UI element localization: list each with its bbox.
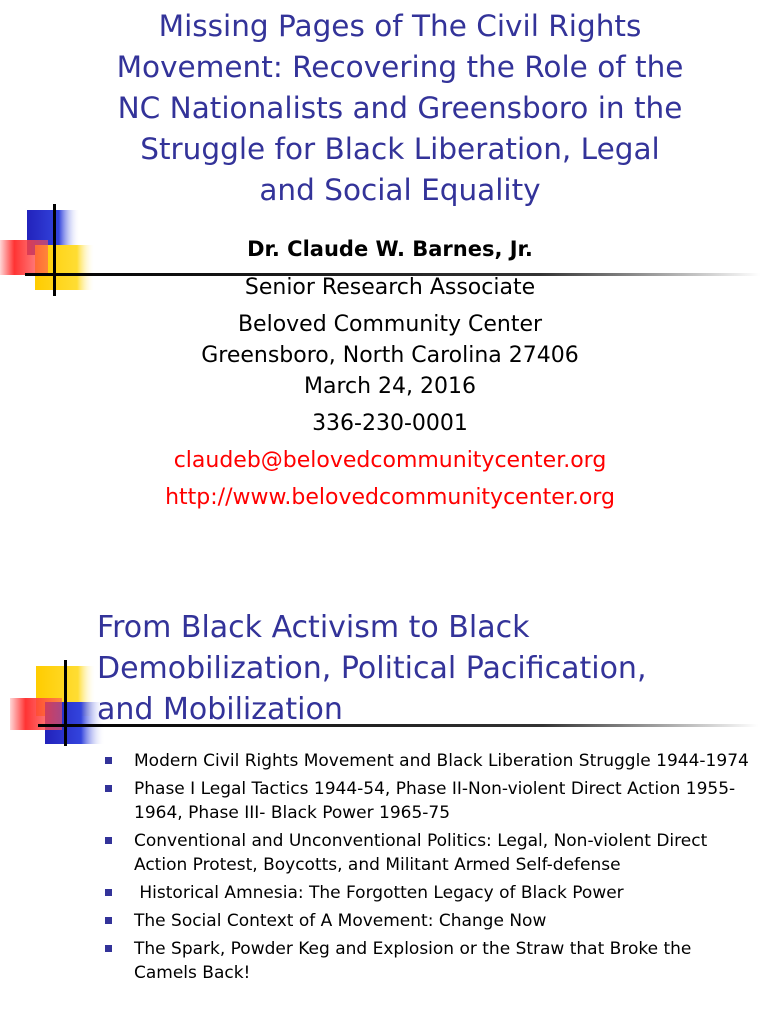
list-item: Conventional and Unconventional Politics: Legal, Non-violent Direct Action Protest, Boycotts, and Militant Armed Self-defense bbox=[105, 829, 755, 877]
square-bullet-icon bbox=[105, 837, 112, 844]
author-name: Dr. Claude W. Barnes, Jr. bbox=[247, 237, 533, 261]
title-line: From Black Activism to Black bbox=[97, 610, 530, 645]
author-position: Senior Research Associate bbox=[244, 275, 536, 300]
title-line: NC Nationalists and Greensboro in the bbox=[117, 91, 683, 125]
title-line: Missing Pages of The Civil Rights bbox=[158, 9, 642, 43]
square-bullet-icon bbox=[105, 945, 112, 952]
website-link[interactable]: http://www.belovedcommunitycenter.org bbox=[165, 485, 615, 510]
content-slide bbox=[0, 560, 768, 1024]
title-line: and Mobilization bbox=[97, 692, 343, 727]
slide-title bbox=[97, 607, 757, 730]
list-item: The Spark, Powder Keg and Explosion or the Straw that Broke the Camels Back! bbox=[105, 937, 755, 985]
title-line: Struggle for Black Liberation, Legal bbox=[140, 132, 660, 166]
title-line: and Social Equality bbox=[259, 173, 541, 207]
title-line: Movement: Recovering the Role of the bbox=[116, 50, 684, 84]
square-bullet-icon bbox=[105, 889, 112, 896]
title-line: Demobilization, Political Pacification, bbox=[97, 651, 647, 686]
list-item: Modern Civil Rights Movement and Black Liberation Struggle 1944-1974 bbox=[105, 749, 755, 773]
organization-name: Beloved Community Center bbox=[237, 312, 543, 337]
location: Greensboro, North Carolina 27406 bbox=[201, 343, 579, 368]
square-bullet-icon bbox=[105, 757, 112, 764]
phone-number: 336-230-0001 bbox=[312, 411, 468, 436]
square-bullet-icon bbox=[105, 785, 112, 792]
email-link[interactable]: claudeb@belovedcommunitycenter.org bbox=[173, 448, 607, 473]
list-item: The Social Context of A Movement: Change Now bbox=[105, 909, 755, 933]
list-item: Historical Amnesia: The Forgotten Legacy of Black Power bbox=[105, 881, 755, 905]
date: March 24, 2016 bbox=[303, 374, 477, 399]
slide-title bbox=[30, 6, 768, 211]
bullet-list bbox=[105, 749, 755, 989]
square-bullet-icon bbox=[105, 917, 112, 924]
list-item: Phase I Legal Tactics 1944-54, Phase II-Non-violent Direct Action 1955-1964, Phase III- Black Power 1965-75 bbox=[105, 777, 755, 825]
